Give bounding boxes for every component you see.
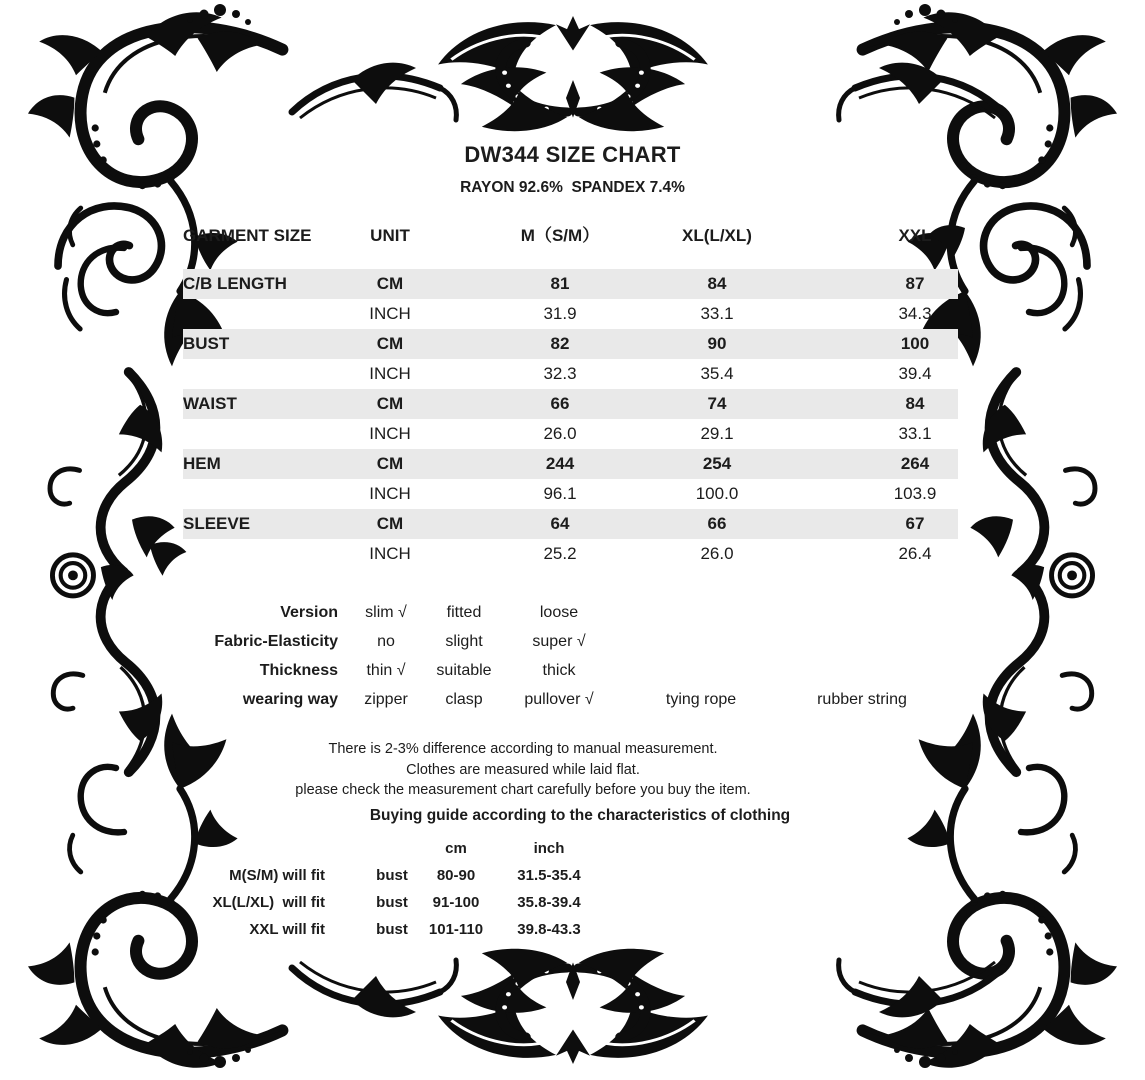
cell-m: 81: [550, 274, 570, 293]
cell-xxl: 264: [900, 454, 930, 473]
guide-cm-range: 80-90: [436, 867, 476, 884]
cell-label: WAIST: [183, 394, 237, 413]
note-line: Clothes are measured while laid flat.: [406, 761, 640, 778]
garment-attributes: [0, 598, 1145, 714]
cell-m: 66: [550, 394, 570, 413]
size-table-row: [183, 359, 958, 389]
note-line: There is 2-3% difference according to manual measurement.: [328, 741, 718, 757]
guide-inch-range: 39.8-43.3: [517, 921, 581, 938]
cell-xl: 100.0: [695, 484, 739, 503]
cell-unit: INCH: [369, 544, 411, 563]
guide-header-inch: inch: [533, 840, 565, 857]
attribute-option: zipper: [364, 691, 408, 708]
cell-xxl: 84: [905, 394, 925, 413]
cell-xxl: 103.9: [893, 484, 937, 503]
column-header-m: M（S/M）: [520, 226, 600, 245]
cell-xl: 74: [707, 394, 727, 413]
cell-m: 96.1: [543, 484, 577, 503]
attribute-option: pullover √: [524, 691, 594, 708]
guide-inch-range: 31.5-35.4: [517, 867, 581, 884]
cell-xxl: 33.1: [898, 424, 932, 443]
cell-label: HEM: [183, 454, 221, 473]
cell-m: 26.0: [543, 424, 577, 443]
cell-unit: CM: [376, 394, 404, 413]
attribute-option: super √: [532, 633, 586, 650]
size-table-row: [183, 389, 958, 419]
attribute-option: tying rope: [665, 691, 737, 708]
cell-unit: INCH: [369, 424, 411, 443]
cell-unit: CM: [376, 274, 404, 293]
attribute-label: Thickness: [259, 662, 338, 679]
attribute-option: rubber string: [817, 691, 907, 708]
attribute-option: fitted: [446, 604, 482, 621]
cell-xxl: 87: [905, 274, 925, 293]
cell-m: 31.9: [543, 304, 577, 323]
cell-unit: CM: [376, 454, 404, 473]
cell-m: 32.3: [543, 364, 577, 383]
size-table-row: [183, 299, 958, 329]
guide-cm-range: 101-110: [428, 921, 484, 938]
attribute-row-version: [0, 598, 1145, 627]
attribute-option: loose: [539, 604, 579, 621]
attribute-option: no: [377, 633, 395, 650]
cell-xl: 254: [702, 454, 732, 473]
size-table-row: [183, 479, 958, 509]
cell-label: BUST: [183, 334, 230, 353]
page-title: DW344 SIZE CHART: [464, 142, 681, 167]
buying-guide-title: Buying guide according to the characteristics of clothing: [369, 807, 791, 824]
attribute-option: thin √: [366, 662, 406, 679]
cell-xxl: 26.4: [898, 544, 932, 563]
cell-unit: INCH: [369, 304, 411, 323]
cell-xxl: 34.3: [898, 304, 932, 323]
attribute-label: Fabric-Elasticity: [214, 633, 338, 650]
cell-unit: INCH: [369, 484, 411, 503]
attribute-row-wearing-way: [0, 685, 1145, 714]
fabric-composition: RAYON 92.6% SPANDEX 7.4%: [460, 179, 685, 196]
size-table: [183, 221, 958, 569]
guide-measure: bust: [376, 921, 408, 938]
cell-xxl: 67: [905, 514, 925, 533]
size-table-row: [183, 449, 958, 479]
cell-xxl: 39.4: [898, 364, 932, 383]
cell-xl: 35.4: [700, 364, 734, 383]
cell-m: 64: [550, 514, 570, 533]
attribute-row-elasticity: [0, 627, 1145, 656]
guide-cm-range: 91-100: [432, 894, 480, 911]
cell-xl: 90: [707, 334, 727, 353]
cell-m: 244: [545, 454, 575, 473]
cell-xxl: 100: [900, 334, 930, 353]
attribute-label: wearing way: [242, 691, 338, 708]
cell-m: 82: [550, 334, 570, 353]
guide-measure: bust: [376, 894, 408, 911]
measurement-notes: [163, 739, 883, 801]
guide-size-label: M(S/M) will fit: [229, 867, 325, 884]
cell-label: C/B LENGTH: [183, 274, 287, 293]
buying-guide-row: [0, 916, 1145, 943]
cell-xl: 26.0: [700, 544, 734, 563]
cell-unit: CM: [376, 514, 404, 533]
size-table-row: [183, 509, 958, 539]
cell-xl: 29.1: [700, 424, 734, 443]
size-table-row: [183, 419, 958, 449]
guide-size-label: XL(L/XL) will fit: [212, 894, 325, 911]
attribute-option: slim √: [365, 604, 407, 621]
guide-size-label: XXL will fit: [249, 921, 325, 938]
cell-label: SLEEVE: [183, 514, 251, 533]
attribute-option: clasp: [445, 691, 483, 708]
cell-unit: CM: [376, 334, 404, 353]
guide-inch-range: 35.8-39.4: [517, 894, 581, 911]
cell-m: 25.2: [543, 544, 577, 563]
note-line: please check the measurement chart carefully before you buy the item.: [295, 782, 751, 798]
cell-xl: 66: [707, 514, 727, 533]
column-header-garment-size: GARMENT SIZE: [183, 226, 312, 245]
column-header-unit: UNIT: [370, 226, 410, 245]
size-table-row: [183, 329, 958, 359]
buying-guide-row: [0, 862, 1145, 889]
buying-guide-row: [0, 889, 1145, 916]
cell-unit: INCH: [369, 364, 411, 383]
cell-xl: 33.1: [700, 304, 734, 323]
size-table-header-row: [183, 221, 958, 251]
size-table-row: [183, 539, 958, 569]
column-header-xl: XL(L/XL): [682, 226, 752, 245]
cell-xl: 84: [707, 274, 727, 293]
size-table-row: [183, 269, 958, 299]
attribute-option: suitable: [436, 662, 492, 679]
buying-guide-header-row: [0, 835, 1145, 862]
attribute-row-thickness: [0, 656, 1145, 685]
guide-measure: bust: [376, 867, 408, 884]
buying-guide-table: [0, 835, 1145, 943]
attribute-option: thick: [542, 662, 576, 679]
attribute-label: Version: [280, 604, 338, 621]
guide-header-cm: cm: [445, 840, 467, 857]
attribute-option: slight: [445, 633, 483, 650]
column-header-xxl: XXL: [898, 226, 932, 245]
